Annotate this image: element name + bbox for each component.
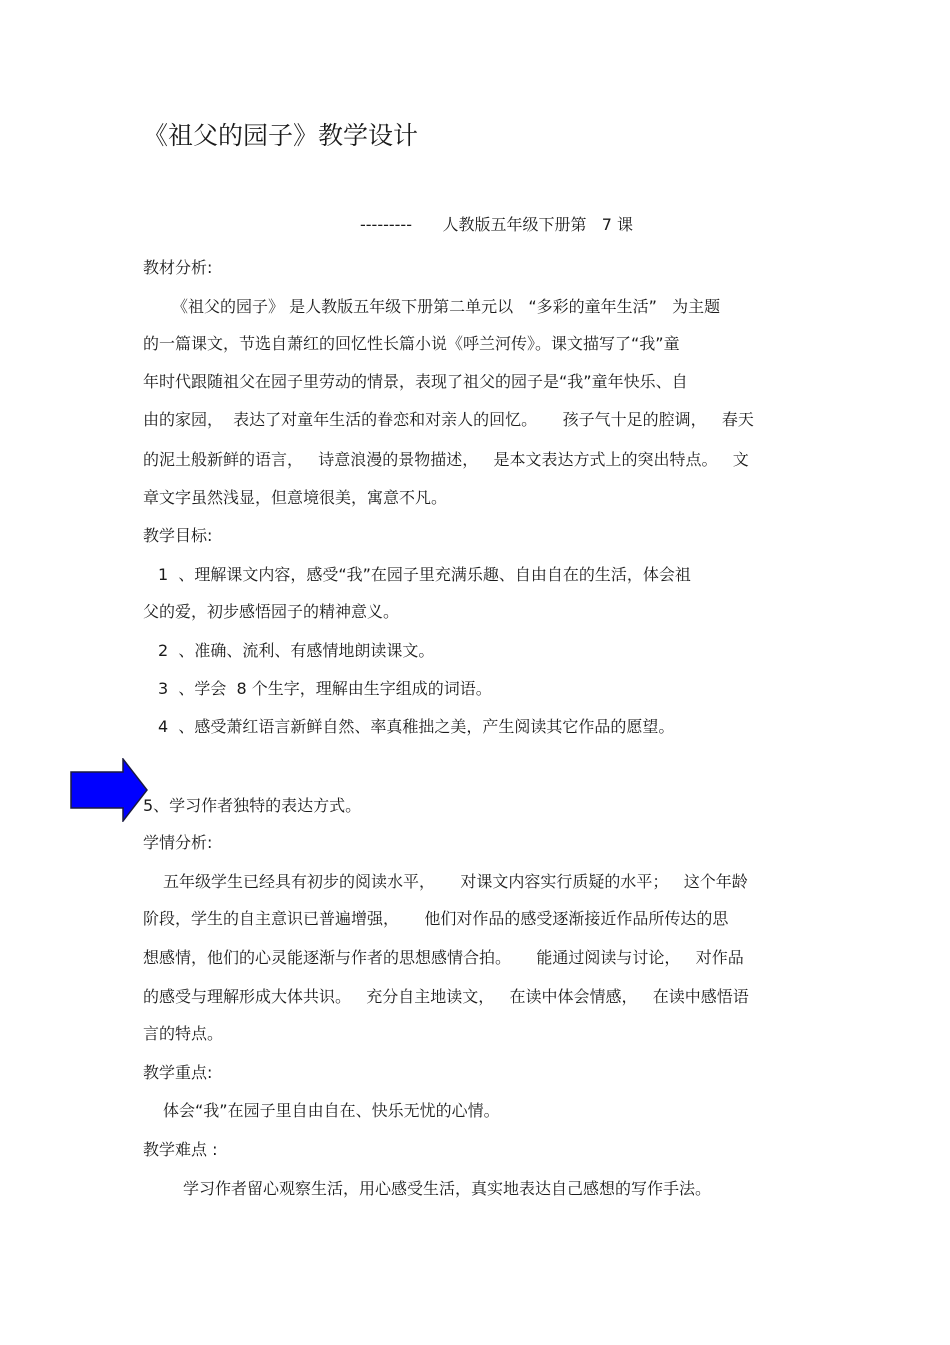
difficulty-line-1: 学习作者留心观察生活，用心感受生活，真实地表达自己感想的写作手法。 [183, 1179, 712, 1198]
analysis-line-3: 年时代跟随祖父在园子里劳动的情景，表现了祖父的园子是“我”童年快乐、自 [143, 372, 688, 391]
key-line-1: 体会“我”在园子里自由自在、快乐无忧的心情。 [163, 1101, 500, 1120]
goal-line-1: 1 、理解课文内容，感受“我”在园子里充满乐趣、自由自在的生活，体会祖 [158, 565, 691, 584]
goal-line-3: 3 、学会 8 个生字，理解由生字组成的词语。 [158, 679, 492, 698]
analysis-line-5: 的泥土般新鲜的语言， 诗意浪漫的景物描述， 是本文表达方式上的突出特点。 文 [143, 450, 749, 469]
learners-line-5: 言的特点。 [143, 1024, 224, 1043]
section-heading-goals: 教学目标: [143, 526, 213, 545]
learners-line-2: 阶段，学生的自主意识已普遍增强， 他们对作品的感受逐渐接近作品所传达的思 [143, 909, 729, 928]
analysis-line-1: 《祖父的园子》 是人教版五年级下册第二单元以 “多彩的童年生活” 为主题 [172, 297, 721, 316]
right-arrow-icon [70, 758, 148, 822]
section-heading-key: 教学重点: [143, 1063, 213, 1082]
learners-line-4: 的感受与理解形成大体共识。 充分自主地读文， 在读中体会情感， 在读中感悟语 [143, 987, 749, 1006]
goal-line-4: 4 、感受萧红语言新鲜自然、率真稚拙之美，产生阅读其它作品的愿望。 [158, 717, 675, 736]
analysis-line-4: 由的家园， 表达了对童年生活的眷恋和对亲人的回忆。 孩子气十足的腔调， 春天 [143, 410, 754, 429]
learners-line-1: 五年级学生已经具有初步的阅读水平， 对课文内容实行质疑的水平； 这个年龄 [163, 872, 748, 891]
section-heading-difficulty: 教学难点 : [143, 1140, 218, 1159]
document-title: 《祖父的园子》教学设计 [143, 121, 419, 150]
analysis-line-2: 的一篇课文，节选自萧红的回忆性长篇小说《呼兰河传》。课文描写了“我”童 [143, 334, 680, 353]
goal-line-1-cont: 父的爱，初步感悟园子的精神意义。 [143, 602, 400, 621]
learners-line-3: 想感情，他们的心灵能逐渐与作者的思想感情合拍。 能通过阅读与讨论， 对作品 [143, 948, 744, 967]
section-heading-learners: 学情分析: [143, 833, 213, 852]
document-subtitle: --------- 人教版五年级下册第 7 课 [360, 215, 634, 234]
goal-line-2: 2 、准确、流利、有感情地朗读课文。 [158, 641, 435, 660]
goal-line-5: 5、学习作者独特的表达方式。 [143, 796, 362, 815]
analysis-line-6: 章文字虽然浅显，但意境很美，寓意不凡。 [143, 488, 448, 507]
section-heading-analysis: 教材分析: [143, 258, 213, 277]
